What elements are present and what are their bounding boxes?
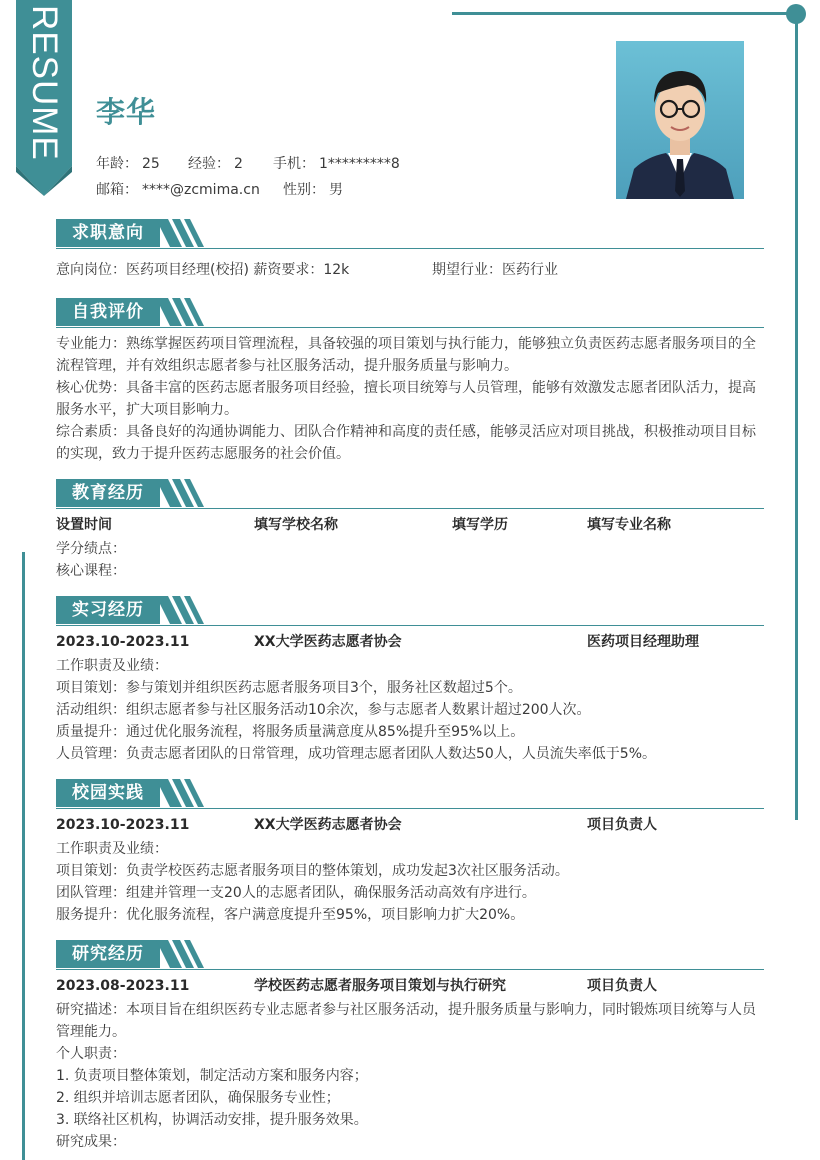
candidate-name: 李华 <box>96 95 157 129</box>
section-header-research <box>56 940 764 970</box>
intent-industry: 期望行业：医药行业 <box>432 262 558 278</box>
research-row <box>56 975 768 997</box>
research-line: 2. 组织并培训志愿者团队，确保服务专业性； <box>56 1090 340 1106</box>
campus-row <box>56 814 768 836</box>
research-topic: 学校医药志愿者服务项目策划与执行研究 <box>254 978 506 994</box>
campus-line: 服务提升：优化服务流程，客户满意度提升至95%，项目影响力扩大20%。 <box>56 907 525 923</box>
self-eval-item: 核心优势：具备丰富的医药志愿者服务项目经验，擅长项目统筹与人员管理，能够有效激发志愿者团队活力，提高服务水平，扩大项目影响力。 <box>56 380 756 418</box>
campus-line: 工作职责及业绩： <box>56 841 168 857</box>
research-line: 3. 联络社区机构，协调活动安排，提升服务效果。 <box>56 1112 368 1128</box>
section-title-self-eval: 自我评价 <box>56 298 160 326</box>
section-title-intent: 求职意向 <box>56 219 160 247</box>
internship-date: 2023.10-2023.11 <box>56 634 190 650</box>
internship-line: 人员管理：负责志愿者团队的日常管理，成功管理志愿者团队人数达50人，人员流失率低于5%。 <box>56 746 657 762</box>
internship-role: 医药项目经理助理 <box>587 634 699 650</box>
campus-line: 团队管理：组建并管理一支20人的志愿者团队，确保服务活动高效有序进行。 <box>56 885 536 901</box>
right-decor-line <box>795 14 798 820</box>
education-gpa: 学分绩点： <box>56 541 126 557</box>
section-title-internship: 实习经历 <box>56 596 160 624</box>
research-line: 1. 负责项目整体策划，制定活动方案和服务内容； <box>56 1068 368 1084</box>
campus-org: XX大学医药志愿者协会 <box>254 817 402 833</box>
section-header-self-eval <box>56 298 764 328</box>
internship-org: XX大学医药志愿者协会 <box>254 634 402 650</box>
internship-row <box>56 631 768 653</box>
education-degree: 填写学历 <box>452 517 508 533</box>
experience-field: 经验： 2 <box>188 156 243 172</box>
research-line: 研究成果： <box>56 1134 126 1150</box>
campus-date: 2023.10-2023.11 <box>56 817 190 833</box>
left-decor-line <box>22 552 25 1160</box>
phone-field: 手机： 1*********8 <box>273 156 400 172</box>
self-eval-item: 综合素质：具备良好的沟通协调能力、团队合作精神和高度的责任感，能够灵活应对项目挑战，积极推动项目目标的实现，致力于提升医药志愿服务的社会价值。 <box>56 424 756 462</box>
section-header-internship <box>56 596 764 626</box>
campus-role: 项目负责人 <box>587 817 657 833</box>
education-major: 填写专业名称 <box>587 517 671 533</box>
age-field: 年龄： 25 <box>96 156 160 172</box>
email-field: 邮箱： ****@zcmima.cn <box>96 182 260 198</box>
section-header-intent <box>56 219 764 249</box>
gender-field: 性别： 男 <box>283 182 343 198</box>
research-role: 项目负责人 <box>587 978 657 994</box>
research-description: 研究描述：本项目旨在组织医药专业志愿者参与社区服务活动，提升服务质量与影响力，同时锻炼项目统筹与人员管理能力。 <box>56 1002 756 1040</box>
section-header-campus <box>56 779 764 809</box>
internship-line: 项目策划：参与策划并组织医药志愿者服务项目3个，服务社区数超过5个。 <box>56 680 522 696</box>
education-school: 填写学校名称 <box>254 517 338 533</box>
internship-line: 质量提升：通过优化服务流程，将服务质量满意度从85%提升至95%以上。 <box>56 724 525 740</box>
top-decor-line <box>452 12 796 15</box>
section-title-education: 教育经历 <box>56 479 160 507</box>
profile-photo <box>616 41 744 199</box>
self-eval-item: 专业能力：熟练掌握医药项目管理流程，具备较强的项目策划与执行能力，能够独立负责医药志愿者服务项目的全流程管理，并有效组织志愿者参与社区服务活动，提升服务质量与影响力。 <box>56 336 756 374</box>
resume-ribbon-text: RESUME <box>25 5 64 161</box>
campus-line: 项目策划：负责学校医药志愿者服务项目的整体策划，成功发起3次社区服务活动。 <box>56 863 569 879</box>
education-courses: 核心课程： <box>56 563 126 579</box>
internship-line: 活动组织：组织志愿者参与社区服务活动10余次，参与志愿者人数累计超过200人次。 <box>56 702 591 718</box>
research-date: 2023.08-2023.11 <box>56 978 190 994</box>
education-time: 设置时间 <box>56 517 112 533</box>
research-line: 个人职责： <box>56 1046 126 1062</box>
intent-position: 意向岗位：医药项目经理(校招) 薪资要求：12k <box>56 262 350 278</box>
section-title-research: 研究经历 <box>56 940 160 968</box>
section-title-campus: 校园实践 <box>56 779 160 807</box>
education-row <box>56 514 768 536</box>
internship-line: 工作职责及业绩： <box>56 658 168 674</box>
section-header-education <box>56 479 764 509</box>
